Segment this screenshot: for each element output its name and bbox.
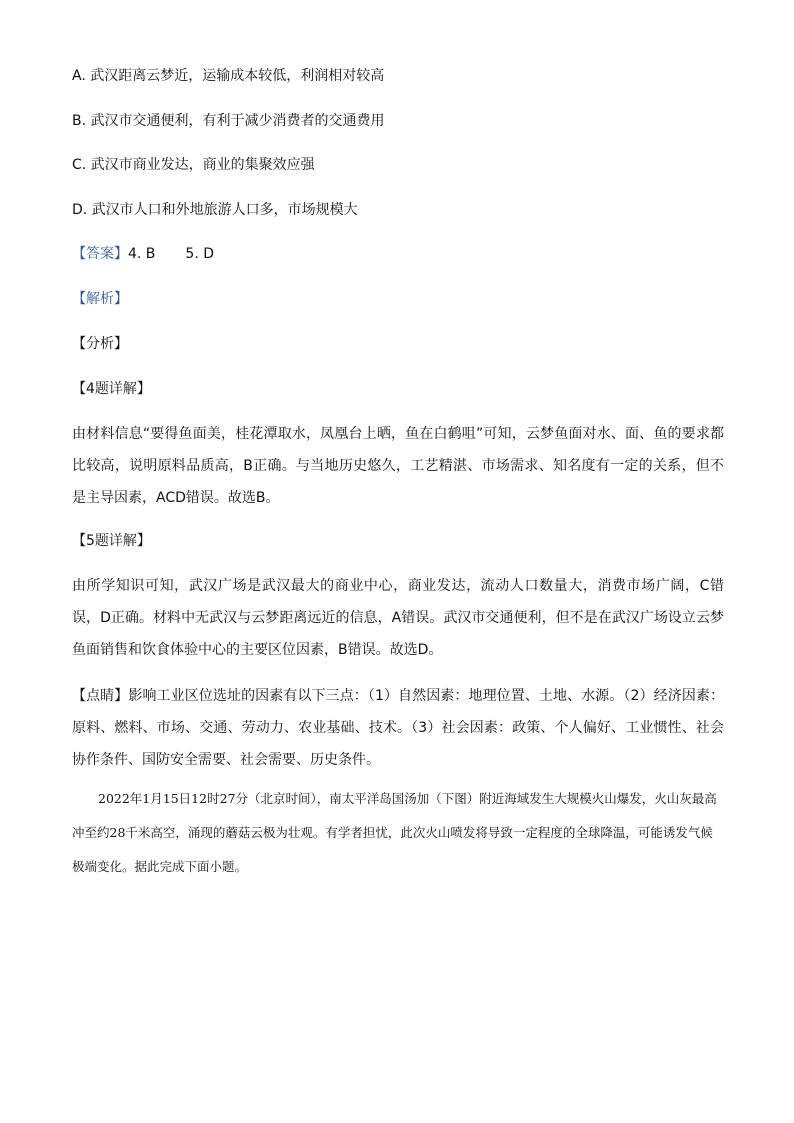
option-c: C. 武汉市商业发达，商业的集聚效应强 — [72, 157, 315, 173]
material-text: 2022年1月15日12时27分（北京时间），南太平洋岛国汤加（下图）附近海域发生大规模火山爆发，火山灰最高冲至约28千米高空，涌现的蘑菇云极为壮观。有学者担忧，此次火山喷发将导致一定程度的全球降温，可能诱发气候极端变化。据此完成下面小题。 — [72, 791, 717, 874]
detail5-heading: 【5题详解】 — [72, 533, 151, 549]
option-b: B. 武汉市交通便利，有利于减少消费者的交通费用 — [72, 113, 385, 129]
answer-4: 4. B — [128, 246, 156, 262]
option-d: D. 武汉市人口和外地旅游人口多，市场规模大 — [72, 202, 358, 218]
answer-label: 【答案】 — [72, 246, 128, 262]
answer-5: 5. D — [185, 246, 215, 262]
jiexi-heading: 【解析】 — [72, 291, 128, 307]
answer-line — [72, 245, 214, 263]
option-a: A. 武汉距离云梦近，运输成本较低，利润相对较高 — [72, 68, 385, 84]
tip-text: 【点睛】影响工业区位选址的因素有以下三点：（1）自然因素：地理位置、土地、水源。（2）经济因素：原料、燃料、市场、交通、劳动力、农业基础、技术。（3）社会因素：政策、个人偏好、工业惯性、社会协作条件、国防安全需要、社会需要、历史条件。 — [72, 688, 724, 768]
fenxi-heading: 【分析】 — [72, 336, 128, 352]
detail4-heading: 【4题详解】 — [72, 381, 151, 397]
detail4-text: 由材料信息“要得鱼面美，桂花潭取水，凤凰台上晒，鱼在白鹤咀”可知，云梦鱼面对水、面、鱼的要求都比较高，说明原料品质高，B正确。与当地历史悠久，工艺精湛、市场需求、知名度有一定的关系，但不是主导因素，ACD错误。故选B。 — [72, 426, 724, 506]
detail5-text: 由所学知识可知，武汉广场是武汉最大的商业中心，商业发达，流动人口数量大，消费市场广阔，C错误，D正确。材料中无武汉与云梦距离远近的信息，A错误。武汉市交通便利，但不是在武汉广场设立云梦鱼面销售和饮食体验中心的主要区位因素，B错误。故选D。 — [72, 578, 724, 658]
